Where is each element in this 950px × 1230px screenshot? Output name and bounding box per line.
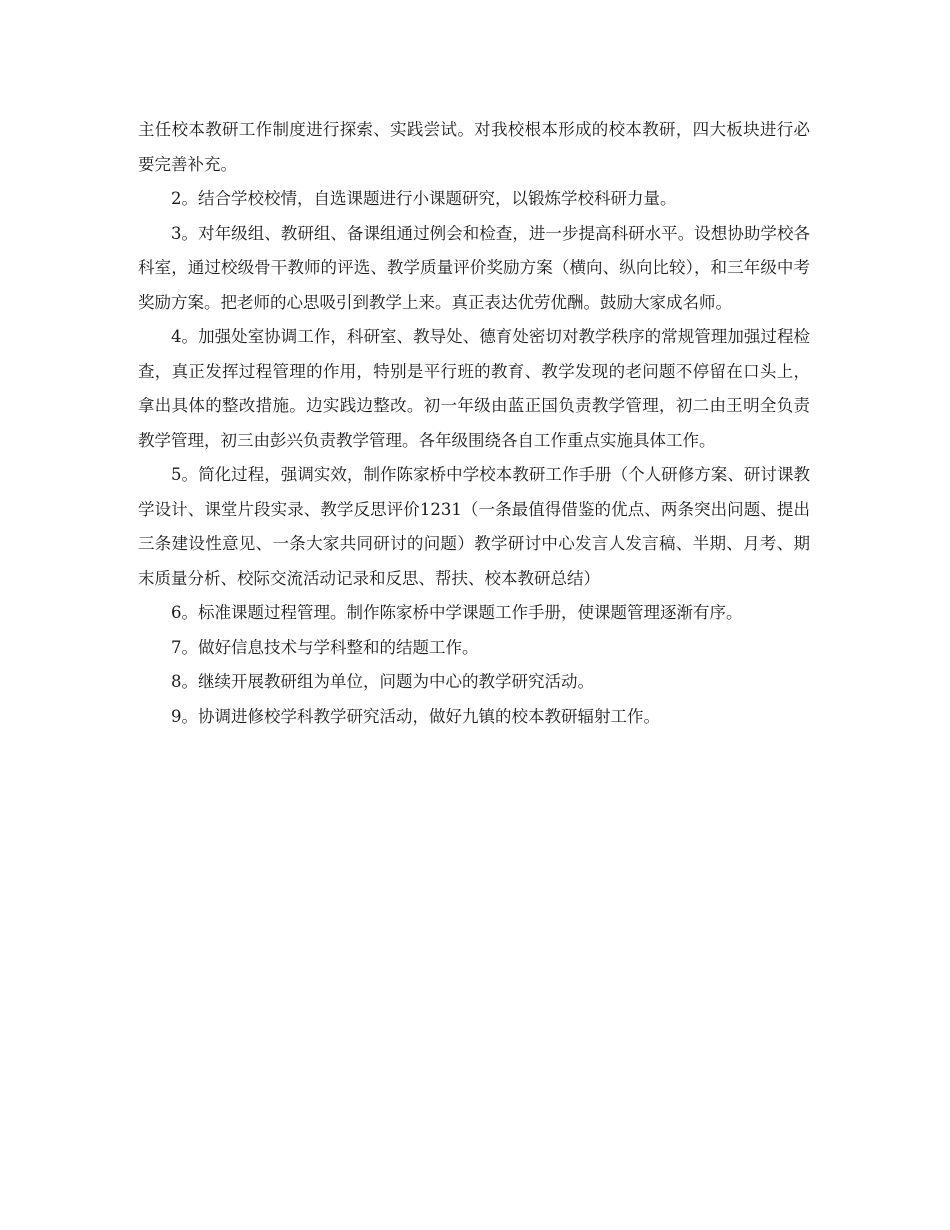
- paragraph-6: 6。标准课题过程管理。制作陈家桥中学课题工作手册，使课题管理逐渐有序。: [171, 603, 743, 622]
- paragraph-1: 主任校本教研工作制度进行探索、实践尝试。对我校根本形成的校本教研，四大板块进行必要完善补充。: [138, 120, 810, 174]
- paragraph-8: 8。继续开展教研组为单位，问题为中心的教学研究活动。: [171, 672, 594, 691]
- document-page: [138, 113, 810, 734]
- paragraph-4: 4。加强处室协调工作，科研室、教导处、德育处密切对教学秩序的常规管理加强过程检查，真正发挥过程管理的作用，特别是平行班的教育、教学发现的老问题不停留在口头上，拿出具体的整改措施。边实践边整改。初一年级由蓝正国负责教学管理，初二由王明全负责教学管理，初三由彭兴负责教学管理。各年级围绕各自工作重点实施具体工作。: [138, 327, 810, 450]
- paragraph-5: 5。简化过程，强调实效，制作陈家桥中学校本教研工作手册（个人研修方案、研讨课教学设计、课堂片段实录、教学反思评价1231（一条最值得借鉴的优点、两条突出问题、提出三条建设性意见、一条大家共同研讨的问题）教学研讨中心发言人发言稿、半期、月考、期末质量分析、校际交流活动记录和反思、帮扶、校本教研总结）: [138, 465, 810, 588]
- paragraph-7: 7。做好信息技术与学科整和的结题工作。: [171, 637, 479, 657]
- paragraph-9: 9。协调进修校学科教学研究活动，做好九镇的校本教研辐射工作。: [171, 706, 660, 726]
- paragraph-3: 3。对年级组、教研组、备课组通过例会和检查，进一步提高科研水平。设想协助学校各科室，通过校级骨干教师的评选、教学质量评价奖励方案（横向、纵向比较），和三年级中考奖励方案。把老师的心思吸引到教学上来。真正表达优劳优酬。鼓励大家成名师。: [138, 223, 810, 312]
- paragraph-2: 2。结合学校校情，自选课题进行小课题研究，以锻炼学校科研力量。: [171, 189, 677, 208]
